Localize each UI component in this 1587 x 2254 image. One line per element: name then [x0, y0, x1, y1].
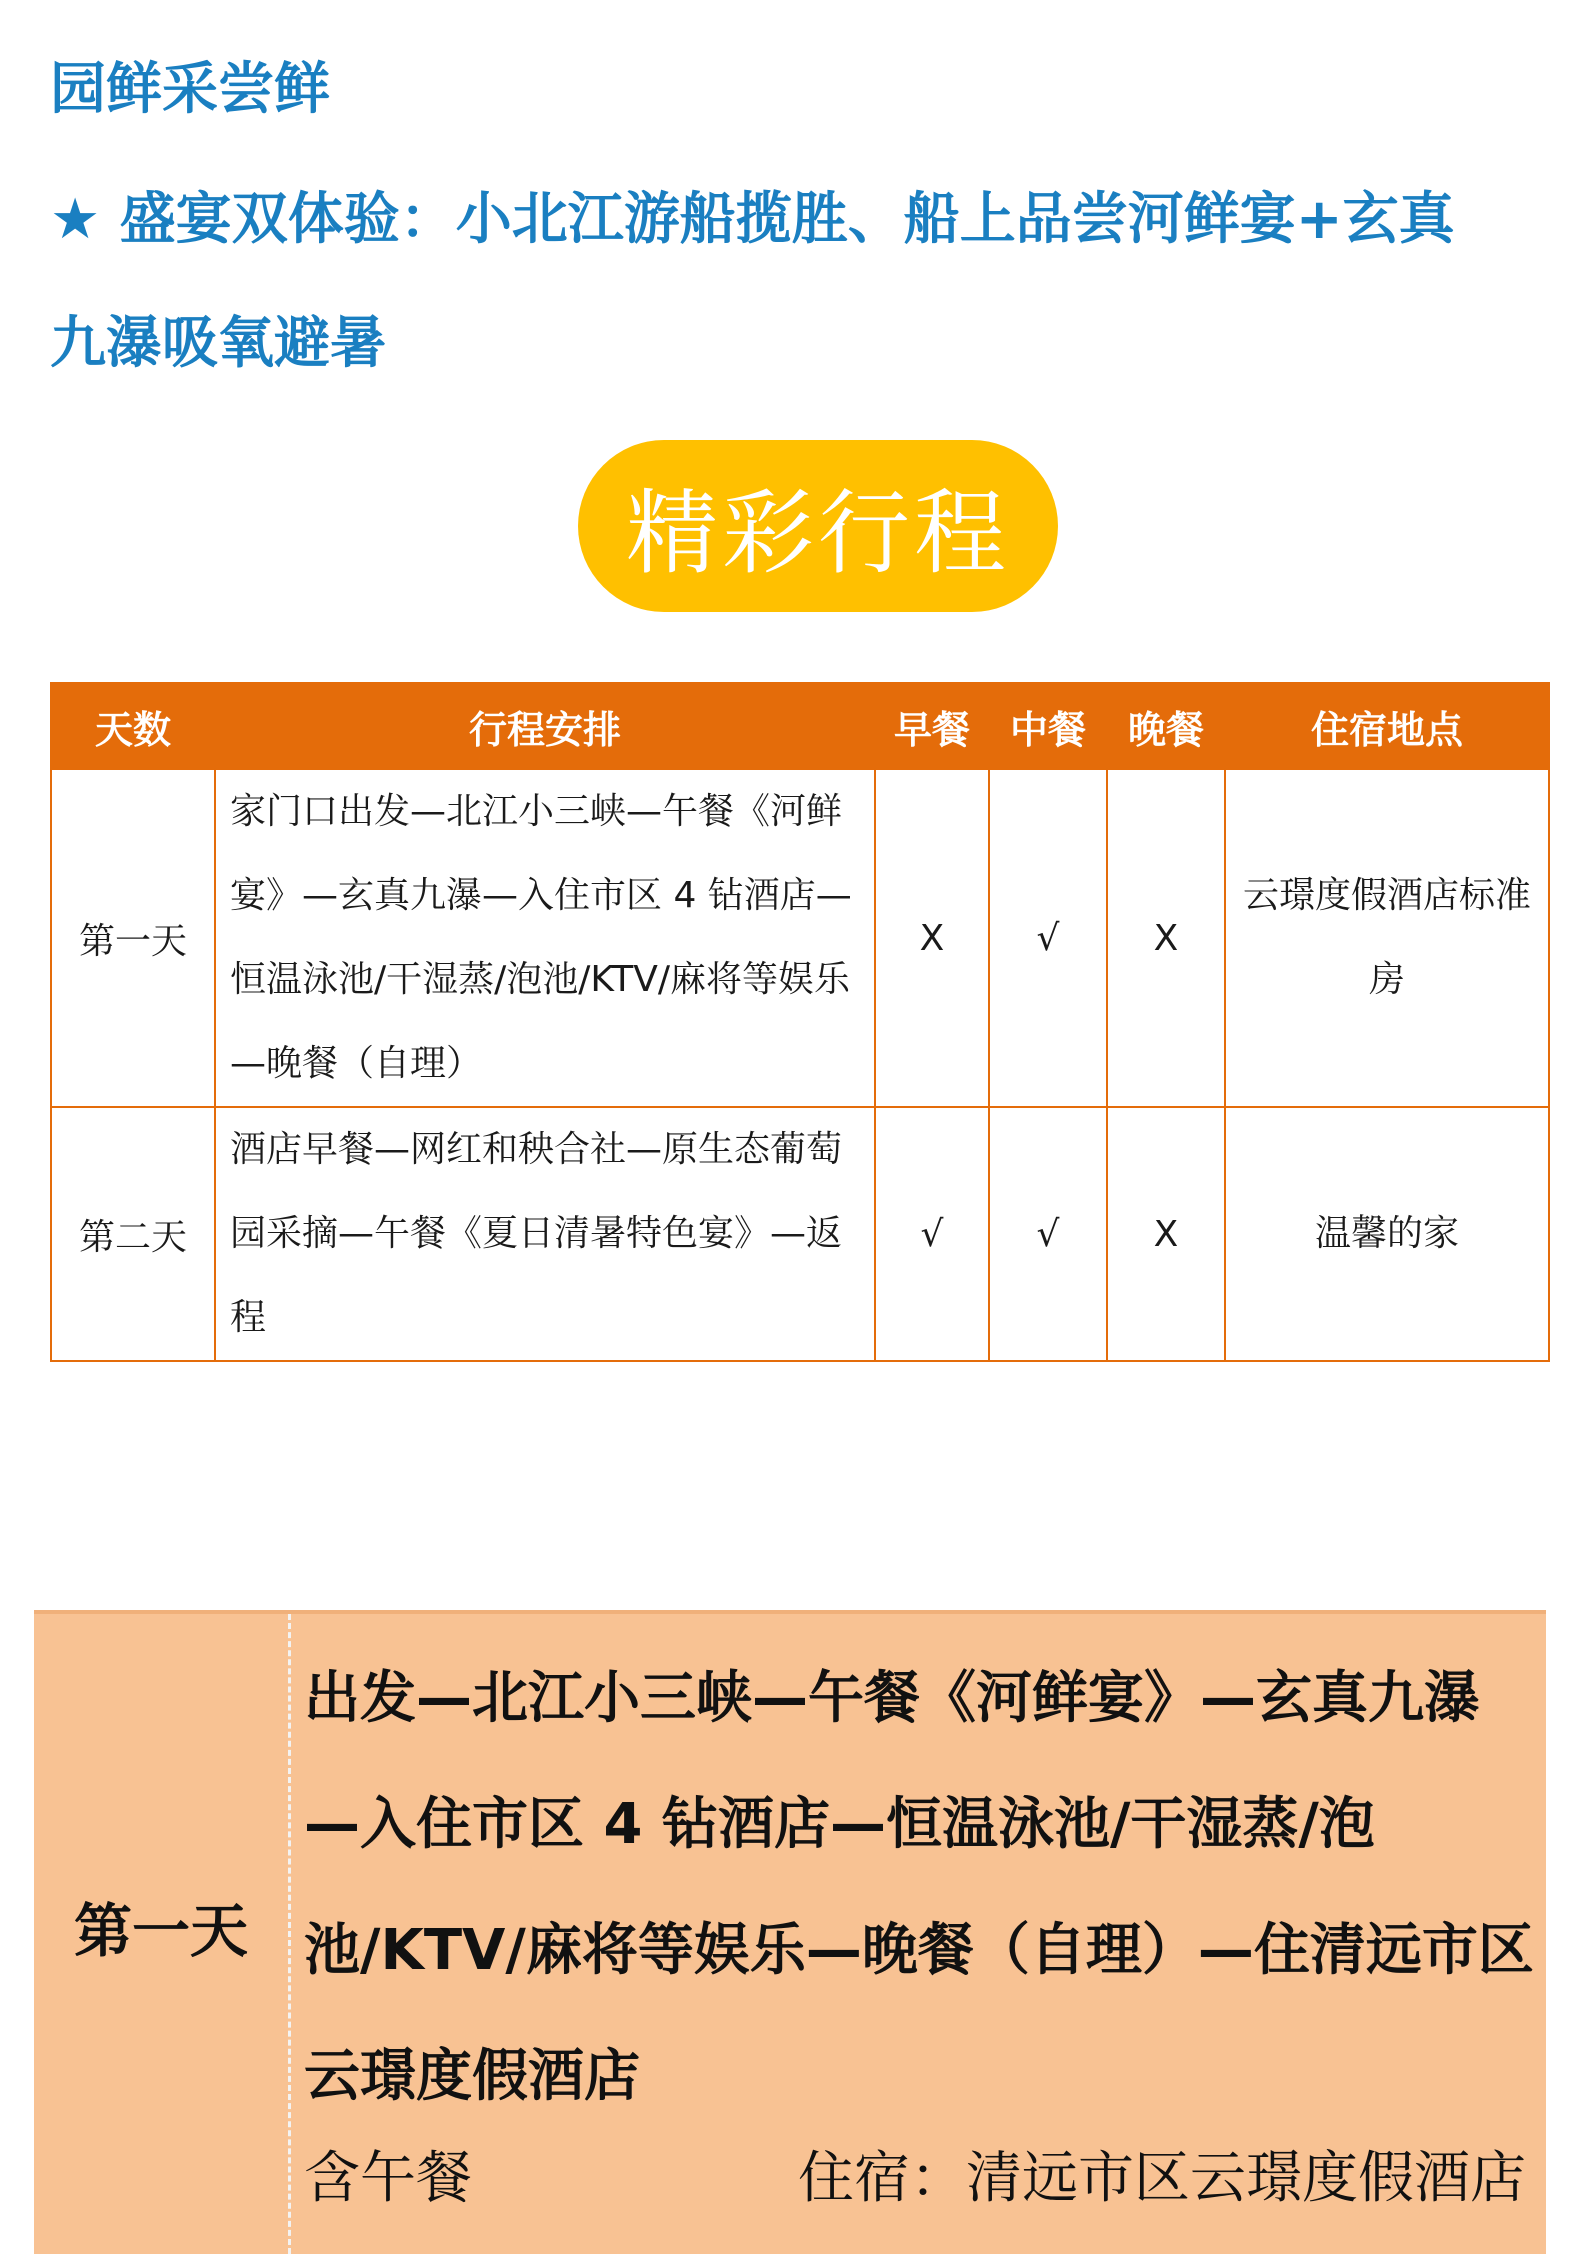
header-day: 天数 — [51, 683, 215, 769]
table-row — [51, 1107, 1549, 1361]
breakfast-cell: X — [875, 769, 989, 1107]
table-row — [51, 769, 1549, 1107]
day-detail-route: 出发—北江小三峡—午餐《河鲜宴》—玄真九瀑—入住市区 4 钻酒店—恒温泳池/干湿蒸/泡池/KTV/麻将等娱乐—晚餐（自理）—住清远市区云璟度假酒店 — [304, 1666, 1534, 2109]
lodging-cell: 温馨的家 — [1225, 1107, 1549, 1361]
dinner-cell: X — [1107, 1107, 1225, 1361]
panel-divider — [288, 1614, 291, 2254]
route-cell: 酒店早餐—网红和秧合社—原生态葡萄园采摘—午餐《夏日清暑特色宴》—返程 — [215, 1107, 875, 1361]
breakfast-cell: √ — [875, 1107, 989, 1361]
day-detail-meal: 含午餐 — [304, 2146, 472, 2211]
section-title: 精彩行程 — [625, 480, 1010, 587]
lodging-cell: 云璟度假酒店标准房 — [1225, 769, 1549, 1107]
lunch-cell: √ — [989, 769, 1107, 1107]
day-detail-label: 第一天 — [73, 1897, 248, 1965]
dinner-cell: X — [1107, 769, 1225, 1107]
itinerary-table — [50, 682, 1550, 1362]
day-cell: 第二天 — [51, 1107, 215, 1361]
header-dinner: 晚餐 — [1107, 683, 1225, 769]
header-breakfast: 早餐 — [875, 683, 989, 769]
intro-highlight: ★ 盛宴双体验：小北江游船揽胜、船上品尝河鲜宴+玄真 — [50, 187, 1455, 252]
header-lodging: 住宿地点 — [1225, 683, 1549, 769]
table-header-row — [51, 683, 1549, 769]
header-route: 行程安排 — [215, 683, 875, 769]
day-detail-panel — [34, 1610, 1546, 2254]
section-title-badge — [578, 440, 1058, 612]
day-cell: 第一天 — [51, 769, 215, 1107]
intro-highlight-continued: 九瀑吸氧避暑 — [50, 311, 386, 376]
intro-headline: 园鲜采尝鲜 — [50, 57, 330, 122]
header-lunch: 中餐 — [989, 683, 1107, 769]
route-cell: 家门口出发—北江小三峡—午餐《河鲜宴》—玄真九瀑—入住市区 4 钻酒店—恒温泳池/干湿蒸/泡池/KTV/麻将等娱乐—晚餐（自理） — [215, 769, 875, 1107]
lunch-cell: √ — [989, 1107, 1107, 1361]
day-detail-stay: 住宿：清远市区云璟度假酒店 — [798, 2146, 1526, 2211]
